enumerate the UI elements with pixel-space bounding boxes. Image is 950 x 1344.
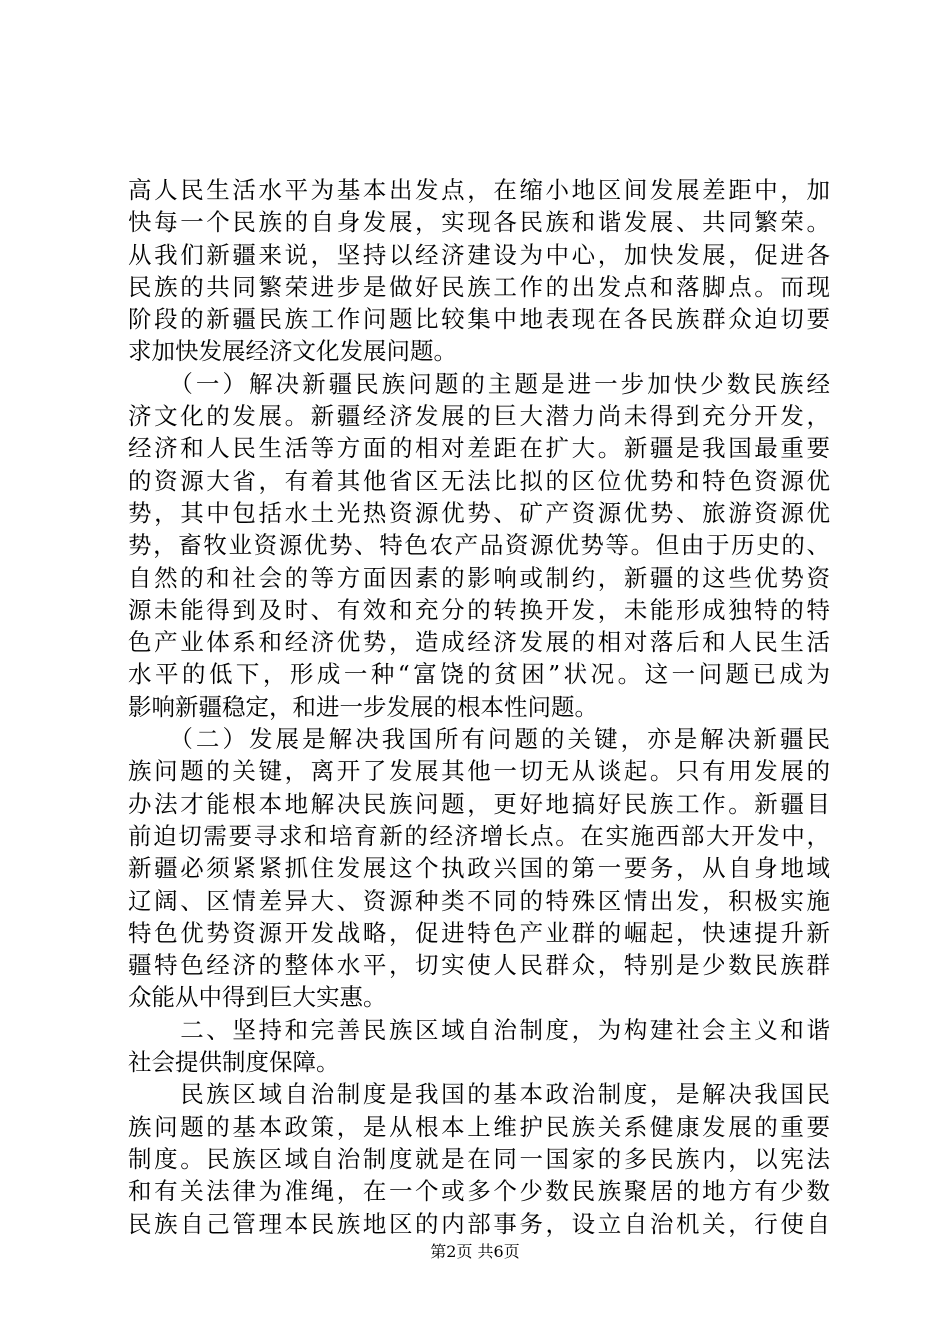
- text-line: 前迫切需要寻求和培育新的经济增长点。在实施西部大开发中，: [128, 821, 830, 850]
- text-line: 的资源大省，有着其他省区无法比拟的区位优势和特色资源优: [128, 466, 830, 495]
- text-line: 社会提供制度保障。: [128, 1048, 340, 1077]
- text-line: 高人民生活水平为基本出发点，在缩小地区间发展差距中，加: [128, 176, 830, 204]
- text-line: 经济和人民生活等方面的相对差距在扩大。新疆是我国最重要: [128, 434, 830, 463]
- text-line: 阶段的新疆民族工作问题比较集中地表现在各民族群众迫切要: [128, 305, 830, 334]
- text-line: 济文化的发展。新疆经济发展的巨大潜力尚未得到充分开发，: [128, 402, 830, 431]
- text-line: 众能从中得到巨大实惠。: [128, 983, 387, 1012]
- document-body: [128, 174, 830, 1240]
- text-line: 民族自己管理本民族地区的内部事务，设立自治机关，行使自: [128, 1209, 830, 1238]
- text-line: 办法才能根本地解决民族问题，更好地搞好民族工作。新疆目: [128, 789, 830, 818]
- text-line: 民族的共同繁荣进步是做好民族工作的出发点和落脚点。而现: [128, 272, 830, 301]
- text-line: 势，其中包括水土光热资源优势、矿产资源优势、旅游资源优: [128, 498, 830, 527]
- text-line: 源未能得到及时、有效和充分的转换开发，未能形成独特的特: [128, 595, 830, 624]
- text-line: 影响新疆稳定，和进一步发展的根本性问题。: [128, 692, 598, 721]
- text-line: 特色优势资源开发战略，促进特色产业群的崛起，快速提升新: [128, 918, 830, 947]
- text-line: 色产业体系和经济优势，造成经济发展的相对落后和人民生活: [128, 628, 830, 657]
- text-line: 辽阔、区情差异大、资源种类不同的特殊区情出发，积极实施: [128, 886, 830, 915]
- text-line: 族问题的基本政策，是从根本上维护民族关系健康发展的重要: [128, 1112, 830, 1141]
- text-line: 民族区域自治制度是我国的基本政治制度，是解决我国民: [128, 1080, 830, 1109]
- text-line: 从我们新疆来说，坚持以经济建设为中心，加快发展，促进各: [128, 240, 830, 269]
- text-line: 快每一个民族的自身发展，实现各民族和谐发展、共同繁荣。: [128, 208, 830, 237]
- text-line: 二、坚持和完善民族区域自治制度，为构建社会主义和谐: [128, 1015, 830, 1044]
- text-line: （二）发展是解决我国所有问题的关键，亦是解决新疆民: [128, 725, 830, 754]
- page-number-footer: 第2页 共6页: [430, 1242, 520, 1261]
- text-line: （一）解决新疆民族问题的主题是进一步加快少数民族经: [128, 369, 830, 398]
- text-line: 和有关法律为准绳，在一个或多个少数民族聚居的地方有少数: [128, 1177, 830, 1206]
- text-line: 自然的和社会的等方面因素的影响或制约，新疆的这些优势资: [128, 563, 830, 592]
- text-line: 势，畜牧业资源优势、特色农产品资源优势等。但由于历史的、: [128, 531, 830, 560]
- text-line: 族问题的关键，离开了发展其他一切无从谈起。只有用发展的: [128, 757, 830, 786]
- text-line: 水平的低下，形成一种“富饶的贫困”状况。这一问题已成为: [128, 660, 830, 689]
- text-line: 制度。民族区域自治制度就是在同一国家的多民族内，以宪法: [128, 1144, 830, 1173]
- text-line: 新疆必须紧紧抓住发展这个执政兴国的第一要务，从自身地域: [128, 854, 830, 883]
- text-line: 疆特色经济的整体水平，切实使人民群众，特别是少数民族群: [128, 951, 830, 980]
- text-line: 求加快发展经济文化发展问题。: [128, 337, 457, 366]
